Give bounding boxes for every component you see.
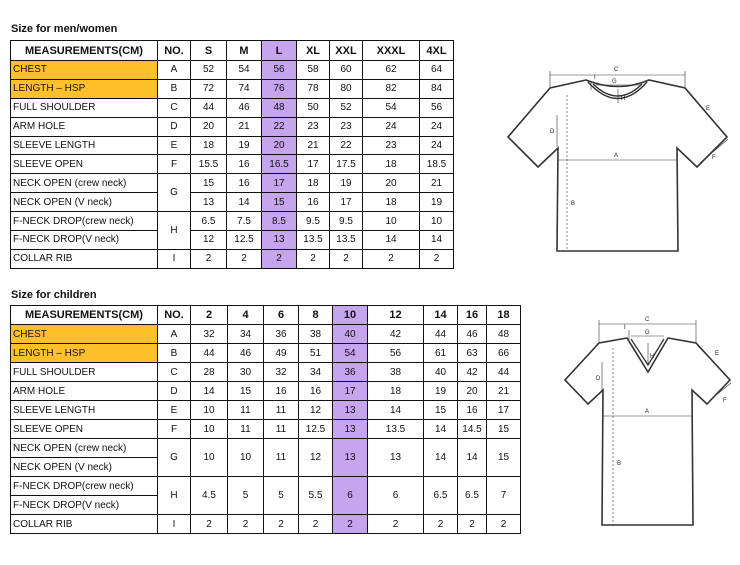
size-value: 21: [487, 382, 521, 401]
size-value: 56: [368, 344, 424, 363]
size-value: 50: [297, 98, 330, 117]
size-value: 38: [368, 363, 424, 382]
adult-size-title: Size for men/women: [11, 23, 118, 35]
size-value: 16: [458, 401, 487, 420]
size-value: 2: [297, 249, 330, 268]
measurement-code: H: [158, 212, 191, 250]
size-value: 76: [262, 79, 297, 98]
measurement-label: LENGTH – HSP: [11, 79, 158, 98]
table-row: [11, 136, 454, 155]
size-value: 2: [487, 515, 521, 534]
adult-label-d: D: [550, 129, 555, 135]
size-value: 54: [333, 344, 368, 363]
table-row: [11, 61, 454, 80]
header-cell: XXL: [330, 41, 363, 61]
adult-label-b: B: [571, 201, 576, 207]
header-cell: MEASUREMENTS(CM): [11, 306, 158, 325]
table-row: [11, 515, 521, 534]
size-value: 38: [299, 325, 333, 344]
size-value: 15: [262, 193, 297, 212]
header-cell: NO.: [158, 41, 191, 61]
measurement-code: F: [158, 420, 191, 439]
size-value: 80: [330, 79, 363, 98]
size-value: 13: [191, 193, 227, 212]
size-value: 46: [227, 98, 262, 117]
size-value: 32: [264, 363, 299, 382]
size-value: 6.5: [424, 477, 458, 515]
size-value: 51: [299, 344, 333, 363]
table-row: [11, 420, 521, 439]
size-value: 15: [228, 382, 264, 401]
size-value: 74: [227, 79, 262, 98]
table-row: [11, 174, 454, 193]
size-value: 2: [330, 249, 363, 268]
measurement-code: G: [158, 439, 191, 477]
size-value: 14: [191, 382, 228, 401]
size-value: 7.5: [227, 212, 262, 231]
size-value: 42: [458, 363, 487, 382]
size-value: 24: [420, 136, 454, 155]
size-value: 11: [264, 420, 299, 439]
children-tshirt-svg: [555, 310, 740, 540]
size-value: 13: [368, 439, 424, 477]
adult-label-c: C: [614, 67, 619, 73]
size-value: 60: [330, 61, 363, 80]
measurement-code: I: [158, 515, 191, 534]
size-value: 2: [458, 515, 487, 534]
size-value: 12.5: [299, 420, 333, 439]
table-row: [11, 325, 521, 344]
adult-label-g: G: [612, 79, 617, 85]
size-value: 4.5: [191, 477, 228, 515]
size-value: 20: [262, 136, 297, 155]
table-row: [11, 117, 454, 136]
table-row: [11, 193, 454, 212]
size-value: 48: [262, 98, 297, 117]
size-value: 2: [424, 515, 458, 534]
size-value: 63: [458, 344, 487, 363]
size-value: 16: [299, 382, 333, 401]
size-value: 13: [333, 420, 368, 439]
size-value: 14: [420, 231, 454, 250]
header-cell: MEASUREMENTS(CM): [11, 41, 158, 61]
measurement-label: F-NECK DROP(V neck): [11, 231, 158, 250]
size-value: 32: [191, 325, 228, 344]
size-value: 22: [262, 117, 297, 136]
size-value: 2: [333, 515, 368, 534]
children-label-a: A: [645, 409, 650, 415]
size-value: 17: [262, 174, 297, 193]
size-value: 44: [487, 363, 521, 382]
size-value: 14: [368, 401, 424, 420]
size-value: 18: [191, 136, 227, 155]
measurement-label: SLEEVE LENGTH: [11, 136, 158, 155]
header-cell: L: [262, 41, 297, 61]
children-label-e: E: [715, 351, 720, 357]
size-value: 40: [424, 363, 458, 382]
header-cell: 14: [424, 306, 458, 325]
size-value: 2: [363, 249, 420, 268]
children-label-h: H: [650, 354, 655, 360]
children-label-d: D: [596, 376, 601, 382]
size-value: 8.5: [262, 212, 297, 231]
children-label-f: F: [723, 398, 727, 404]
table-row: [11, 249, 454, 268]
header-cell: 4XL: [420, 41, 454, 61]
size-value: 13: [333, 401, 368, 420]
size-value: 34: [299, 363, 333, 382]
size-value: 56: [420, 98, 454, 117]
size-value: 44: [424, 325, 458, 344]
measurement-label: CHEST: [11, 325, 158, 344]
size-value: 13: [333, 439, 368, 477]
children-tshirt-diagram: [555, 310, 740, 540]
size-value: 12.5: [227, 231, 262, 250]
measurement-code: A: [158, 61, 191, 80]
adult-label-e: E: [706, 106, 711, 112]
header-cell: 2: [191, 306, 228, 325]
size-value: 2: [228, 515, 264, 534]
size-value: 11: [264, 439, 299, 477]
size-value: 14: [424, 420, 458, 439]
size-value: 14: [363, 231, 420, 250]
adult-label-a: A: [614, 153, 619, 159]
measurement-label: NECK OPEN (V neck): [11, 458, 158, 477]
size-value: 36: [333, 363, 368, 382]
size-value: 46: [458, 325, 487, 344]
size-value: 5: [264, 477, 299, 515]
children-label-i: I: [624, 325, 626, 331]
size-value: 17: [297, 155, 330, 174]
size-value: 12: [299, 401, 333, 420]
size-value: 84: [420, 79, 454, 98]
size-value: 7: [487, 477, 521, 515]
size-value: 52: [191, 61, 227, 80]
size-value: 6: [368, 477, 424, 515]
children-size-table: [10, 305, 521, 534]
header-cell: 4: [228, 306, 264, 325]
size-value: 30: [228, 363, 264, 382]
adult-label-h: H: [621, 96, 626, 102]
size-value: 15: [191, 174, 227, 193]
size-value: 17.5: [330, 155, 363, 174]
measurement-label: FULL SHOULDER: [11, 363, 158, 382]
measurement-label: F-NECK DROP(crew neck): [11, 477, 158, 496]
table-row: [11, 344, 521, 363]
size-value: 28: [191, 363, 228, 382]
header-cell: 10: [333, 306, 368, 325]
size-value: 66: [487, 344, 521, 363]
size-value: 2: [299, 515, 333, 534]
size-value: 2: [191, 249, 227, 268]
header-cell: 16: [458, 306, 487, 325]
size-value: 2: [262, 249, 297, 268]
size-value: 15: [487, 420, 521, 439]
size-value: 62: [363, 61, 420, 80]
table-row: [11, 439, 521, 458]
measurement-label: F-NECK DROP(crew neck): [11, 212, 158, 231]
size-value: 24: [363, 117, 420, 136]
adult-tshirt-shape: [508, 80, 727, 251]
size-value: 16: [264, 382, 299, 401]
size-value: 18: [297, 174, 330, 193]
size-value: 20: [458, 382, 487, 401]
size-value: 14: [424, 439, 458, 477]
size-value: 15: [487, 439, 521, 477]
size-value: 20: [191, 117, 227, 136]
size-value: 19: [227, 136, 262, 155]
size-value: 9.5: [297, 212, 330, 231]
size-value: 11: [228, 401, 264, 420]
size-value: 14.5: [458, 420, 487, 439]
size-value: 17: [487, 401, 521, 420]
size-value: 10: [363, 212, 420, 231]
table-row: [11, 363, 521, 382]
size-value: 10: [191, 420, 228, 439]
measurement-label: FULL SHOULDER: [11, 98, 158, 117]
size-value: 78: [297, 79, 330, 98]
size-value: 2: [368, 515, 424, 534]
size-value: 15.5: [191, 155, 227, 174]
size-value: 54: [363, 98, 420, 117]
measurement-code: B: [158, 344, 191, 363]
size-value: 18: [363, 193, 420, 212]
size-value: 82: [363, 79, 420, 98]
size-value: 12: [299, 439, 333, 477]
size-value: 23: [363, 136, 420, 155]
measurement-label: SLEEVE OPEN: [11, 155, 158, 174]
measurement-label: ARM HOLE: [11, 382, 158, 401]
size-value: 44: [191, 98, 227, 117]
size-value: 21: [297, 136, 330, 155]
adult-tshirt-svg: [500, 55, 735, 270]
size-value: 61: [424, 344, 458, 363]
table-row: [11, 212, 454, 231]
size-value: 15: [424, 401, 458, 420]
measurement-code: E: [158, 401, 191, 420]
size-value: 19: [420, 193, 454, 212]
measurement-label: CHEST: [11, 61, 158, 80]
header-cell: M: [227, 41, 262, 61]
measurement-code: D: [158, 382, 191, 401]
size-value: 21: [420, 174, 454, 193]
size-value: 11: [228, 420, 264, 439]
header-row: [11, 306, 521, 325]
size-value: 13.5: [297, 231, 330, 250]
size-value: 10: [228, 439, 264, 477]
header-cell: NO.: [158, 306, 191, 325]
size-value: 40: [333, 325, 368, 344]
size-value: 58: [297, 61, 330, 80]
size-value: 13: [262, 231, 297, 250]
size-value: 56: [262, 61, 297, 80]
table-row: [11, 231, 454, 250]
size-value: 6.5: [191, 212, 227, 231]
measurement-label: COLLAR RIB: [11, 515, 158, 534]
size-value: 22: [330, 136, 363, 155]
measurement-code: H: [158, 477, 191, 515]
adult-tshirt-diagram: [500, 55, 735, 270]
size-value: 23: [330, 117, 363, 136]
size-value: 11: [264, 401, 299, 420]
size-value: 64: [420, 61, 454, 80]
size-value: 36: [264, 325, 299, 344]
size-value: 12: [191, 231, 227, 250]
header-cell: S: [191, 41, 227, 61]
measurement-label: F-NECK DROP(V neck): [11, 496, 158, 515]
size-value: 14: [227, 193, 262, 212]
size-value: 2: [420, 249, 454, 268]
size-value: 5.5: [299, 477, 333, 515]
size-value: 44: [191, 344, 228, 363]
header-cell: XXXL: [363, 41, 420, 61]
table-row: [11, 401, 521, 420]
size-value: 16.5: [262, 155, 297, 174]
measurement-code: C: [158, 98, 191, 117]
header-cell: 6: [264, 306, 299, 325]
size-value: 18: [363, 155, 420, 174]
size-value: 21: [227, 117, 262, 136]
size-value: 10: [191, 439, 228, 477]
header-cell: 8: [299, 306, 333, 325]
measurement-code: E: [158, 136, 191, 155]
size-value: 17: [333, 382, 368, 401]
size-value: 46: [228, 344, 264, 363]
size-value: 19: [424, 382, 458, 401]
adult-size-table: [10, 40, 454, 269]
size-value: 18.5: [420, 155, 454, 174]
table-row: [11, 98, 454, 117]
measurement-code: I: [158, 249, 191, 268]
measurement-label: SLEEVE OPEN: [11, 420, 158, 439]
children-size-title: Size for children: [11, 289, 97, 301]
measurement-label: NECK OPEN (crew neck): [11, 439, 158, 458]
header-row: [11, 41, 454, 61]
size-value: 24: [420, 117, 454, 136]
children-label-c: C: [645, 317, 650, 323]
size-value: 10: [191, 401, 228, 420]
size-value: 16: [297, 193, 330, 212]
size-value: 54: [227, 61, 262, 80]
table-row: [11, 79, 454, 98]
size-value: 2: [227, 249, 262, 268]
measurement-code: A: [158, 325, 191, 344]
measurement-label: LENGTH – HSP: [11, 344, 158, 363]
size-value: 18: [368, 382, 424, 401]
measurement-label: NECK OPEN (crew neck): [11, 174, 158, 193]
size-value: 10: [420, 212, 454, 231]
size-value: 42: [368, 325, 424, 344]
size-value: 13.5: [368, 420, 424, 439]
children-tshirt-shape: [565, 338, 730, 525]
measurement-label: NECK OPEN (V neck): [11, 193, 158, 212]
table-row: [11, 477, 521, 496]
size-value: 19: [330, 174, 363, 193]
measurement-label: SLEEVE LENGTH: [11, 401, 158, 420]
size-value: 9.5: [330, 212, 363, 231]
header-cell: 18: [487, 306, 521, 325]
size-value: 6.5: [458, 477, 487, 515]
size-value: 48: [487, 325, 521, 344]
measurement-code: F: [158, 155, 191, 174]
children-label-g: G: [645, 330, 650, 336]
measurement-code: B: [158, 79, 191, 98]
size-value: 17: [330, 193, 363, 212]
size-value: 49: [264, 344, 299, 363]
measurement-code: C: [158, 363, 191, 382]
size-value: 16: [227, 155, 262, 174]
children-label-b: B: [617, 461, 622, 467]
size-value: 13.5: [330, 231, 363, 250]
size-value: 52: [330, 98, 363, 117]
header-cell: XL: [297, 41, 330, 61]
adult-label-i: I: [594, 75, 596, 81]
size-value: 34: [228, 325, 264, 344]
table-row: [11, 155, 454, 174]
size-value: 20: [363, 174, 420, 193]
adult-label-f: F: [712, 155, 716, 161]
size-value: 72: [191, 79, 227, 98]
measurement-label: ARM HOLE: [11, 117, 158, 136]
measurement-code: D: [158, 117, 191, 136]
measurement-code: G: [158, 174, 191, 212]
size-value: 14: [458, 439, 487, 477]
table-row: [11, 382, 521, 401]
measurement-label: COLLAR RIB: [11, 249, 158, 268]
size-value: 2: [264, 515, 299, 534]
size-value: 2: [191, 515, 228, 534]
size-value: 23: [297, 117, 330, 136]
size-value: 5: [228, 477, 264, 515]
size-value: 16: [227, 174, 262, 193]
header-cell: 12: [368, 306, 424, 325]
size-value: 6: [333, 477, 368, 515]
